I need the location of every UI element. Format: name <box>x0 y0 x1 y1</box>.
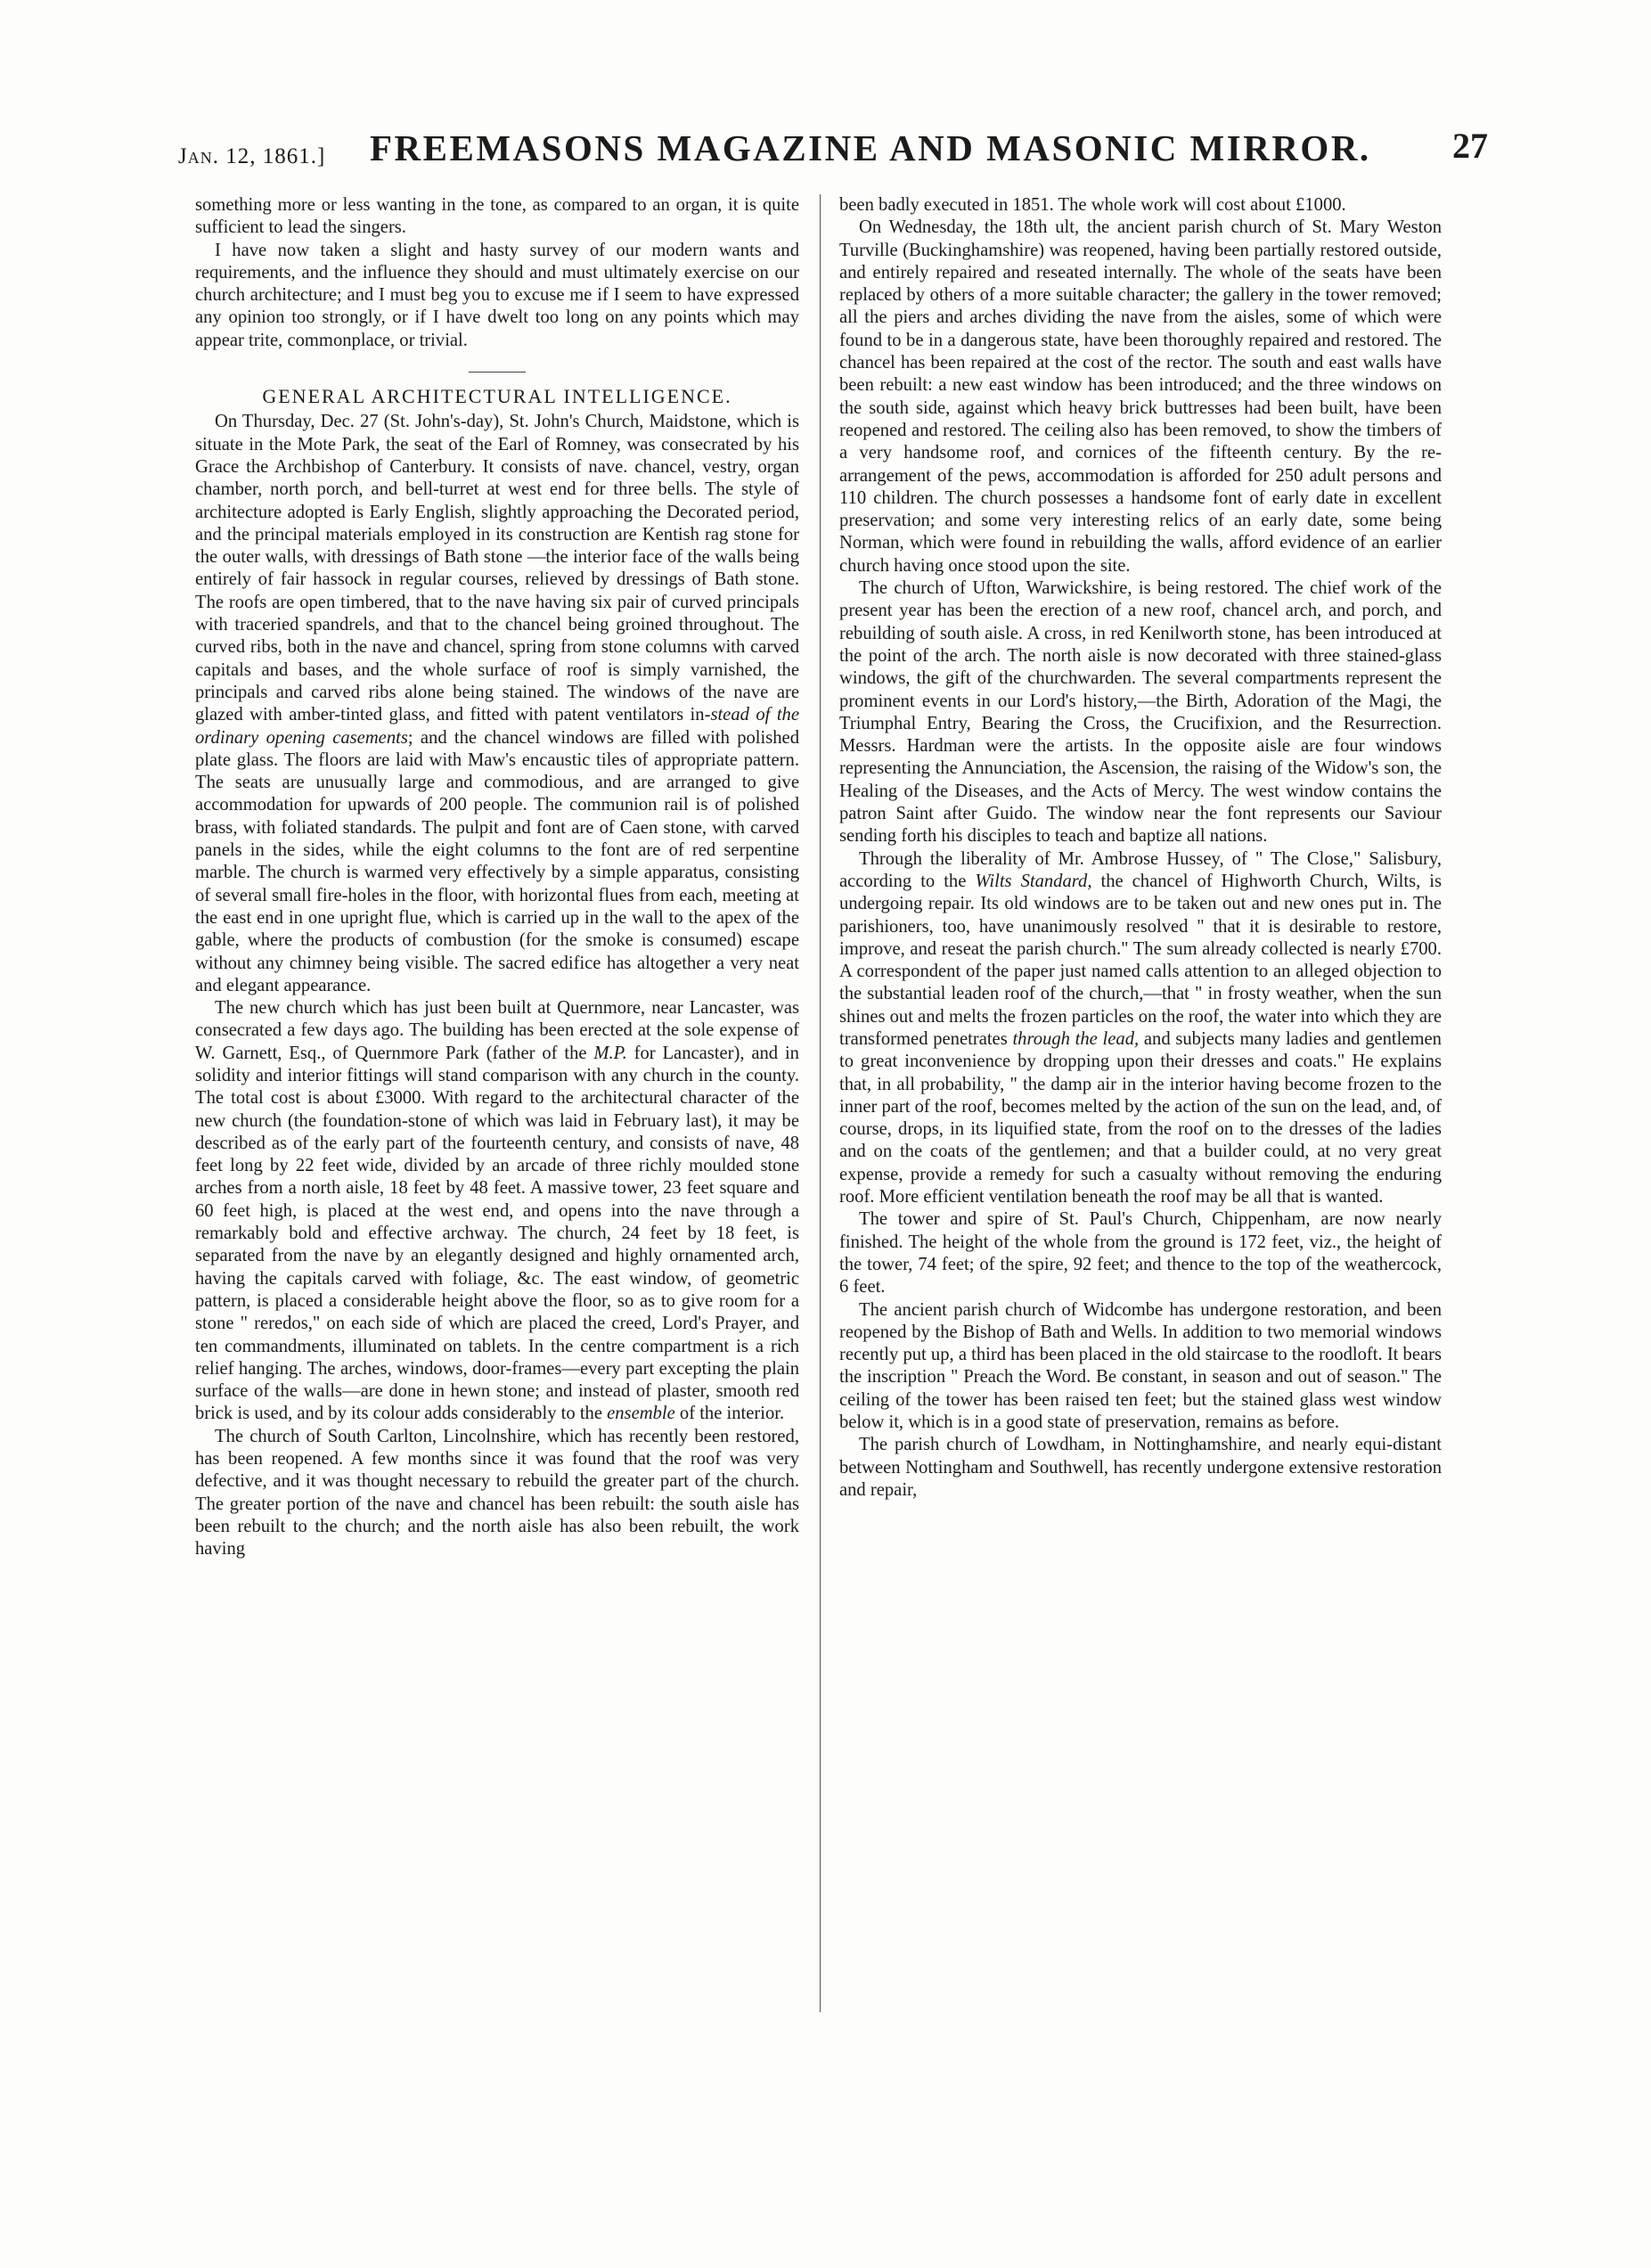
paragraph: I have now taken a slight and hasty survey of our modern wants and requirements, and the influence they should and must ultimately exercise on our church architecture; and I must beg you to excuse me if I seem to have expressed any opinion too strongly, or if I have dwelt too long on any points which may appear trite, commonplace, or trivial. <box>195 240 799 350</box>
right-column <box>839 194 1442 1502</box>
column-divider <box>820 194 821 2012</box>
paragraph: The tower and spire of St. Paul's Church, Chippenham, are now nearly finished. The height of the whole from the ground is 172 feet, viz., the height of the tower, 74 feet; of the spire, 92 feet; and thence to the top of the weathercock, 6 feet. <box>839 1209 1442 1298</box>
paragraph: On Thursday, Dec. 27 (St. John's-day), St. John's Church, Maidstone, which is situate in the Mote Park, the seat of the Earl of Romney, was consecrated by his Grace the Archbishop of Canterbury. It consists of nave. chancel, vestry, organ chamber, north porch, and bell-turret at west end for three bells. The style of architecture adopted is Early English, slightly approaching the Decorated period, and the principal materials employed in its construction are Kentish rag stone for the outer walls, with dressings of Bath stone —the interior face of the walls being entirely of fair hassock in regular courses, relieved by dressings of Bath stone. The roofs are open timbered, that to the nave having six pair of curved principals with traceried spandrels, and that to the chancel being groined throughout. The curved ribs, both in the nave and chancel, spring from stone columns with carved capitals and bases, and the whole surface of roof is simply varnished, the principals and carved ribs alone being stained. The windows of the nave are glazed with amber-tinted glass, and fitted with patent ventilators in-stead of the ordinary opening casements; and the chancel windows are filled with polished plate glass. The floors are laid with Maw's encaustic tiles of appropriate pattern. The seats are unusually large and commodious, and are arranged to give accommodation for upwards of 200 people. The communion rail is of polished brass, with foliated standards. The pulpit and font are of Caen stone, with carved panels in the sides, while the eight columns to the font are of red serpentine marble. The church is warmed very effectively by a simple apparatus, consisting of several small fire-holes in the floor, with horizontal flues from each, meeting at the east end in one upright flue, which is carried up in the wall to the apex of the gable, where the products of combustion (for the smoke is consumed) escape without any chimney being visible. The sacred edifice has altogether a very neat and elegant appearance. <box>195 412 799 995</box>
publication-title: FREEMASONS MAGAZINE AND MASONIC MIRROR. <box>370 127 1371 168</box>
paragraph: Through the liberality of Mr. Ambrose Hussey, of " The Close," Salisbury, according to the Wilts Standard, the chancel of Highworth Church, Wilts, is undergoing repair. Its old windows are to be taken out and new ones put in. The parishioners, too, have unanimously resolved " that it is desirable to restore, improve, and reseat the parish church." The sum already collected is nearly £700. A correspondent of the paper just named calls attention to an alleged objection to the substantial leaden roof of the church,—that " in frosty weather, when the sun shines out and melts the frozen particles on the roof, the water into which they are transformed penetrates through the lead, and subjects many ladies and gentlemen to great inconvenience by dropping upon their dresses and coats." He explains that, in all probability, " the damp air in the interior having become frozen to the inner part of the roof, becomes melted by the action of the sun on the lead, and, of course, drops, in its liquified state, from the roof on to the dresses of the ladies and on the coats of the gentlemen; and that a builder could, at no very great expense, provide a remedy for such a casualty without removing the enduring roof. More efficient ventilation beneath the roof may be all that is wanted. <box>839 848 1443 1208</box>
paragraph: been badly executed in 1851. The whole work will cost about £1000. <box>839 195 1346 215</box>
issue-date: Jan. 12, 1861.] <box>178 144 326 168</box>
paragraph: The ancient parish church of Widcombe has undergone restoration, and been reopened by the Bishop of Bath and Wells. In addition to two memorial windows recently put up, a third has been placed in the old staircase to the roodloft. It bears the inscription " Preach the Word. Be constant, in season and out of season." The ceiling of the tower has been raised ten feet; but the stained glass west window below it, which is in a good state of preservation, remains as before. <box>839 1299 1442 1433</box>
paragraph: On Wednesday, the 18th ult, the ancient parish church of St. Mary Weston Turville (Buckinghamshire) was reopened, having been partially restored outside, and entirely repaired and reseated internally. The whole of the seats have been replaced by others of a more suitable character; the gallery in the tower removed; all the piers and arches dividing the nave from the aisles, some of which were found to be in a dangerous state, have been thoroughly repaired and restored. The chancel has been repaired at the cost of the rector. The south and east walls have been rebuilt: a new east window has been introduced; and the three windows on the south side, against which heavy brick buttresses had been built, have been reopened and restored. The ceiling also has been removed, to show the timbers of a very handsome roof, and cornices of the fifteenth century. By the re-arrangement of the pews, accommodation is afforded for 250 adult persons and 110 children. The church possesses a handsome font of early date in excellent preservation; and some very interesting relics of an early date, some being Norman, which were found in rebuilding the walls, afford evidence of an earlier church having once stood upon the site. <box>839 217 1442 576</box>
paragraph: The parish church of Lowdham, in Nottinghamshire, and nearly equi-distant between Nottingham and Southwell, has recently undergone extensive restoration and repair, <box>839 1435 1442 1500</box>
paragraph: The new church which has just been built at Quernmore, near Lancaster, was consecrated a few days ago. The building has been erected at the sole expense of W. Garnett, Esq., of Quernmore Park (father of the M.P. for Lancaster), and in solidity and interior fittings will stand comparison with any church in the county. The total cost is about £3000. With regard to the architectural character of the new church (the foundation-stone of which was laid in February last), it may be described as of the early part of the fourteenth century, and consists of nave, 48 feet long by 22 feet wide, divided by an arcade of three richly moulded stone arches from a north aisle, 18 feet by 48 feet. A massive tower, 23 feet square and 60 feet high, is placed at the west end, and opens into the nave through a remarkably bold and effective archway. The church, 24 feet by 18 feet, is separated from the nave by an elegantly designed and highly ornamented arch, having the capitals carved with foliage, &c. The east window, of geometric pattern, is placed a considerable height above the floor, so as to give room for a stone " reredos," on each side of which are placed the creed, Lord's Prayer, and ten commandments, illuminated on tablets. In the centre compartment is a rich relief hanging. The arches, windows, door-frames—every part excepting the plain surface of the walls—are done in hewn stone; and instead of plaster, smooth red brick is used, and by its colour adds considerably to the ensemble of the interior. <box>195 998 799 1424</box>
section-heading: GENERAL ARCHITECTURAL INTELLIGENCE. <box>262 385 732 408</box>
paragraph: The church of Ufton, Warwickshire, is being restored. The chief work of the present year has been the erection of a new roof, chancel arch, and porch, and rebuilding of south aisle. A cross, in red Kenilworth stone, has been introduced at the point of the arch. The north aisle is now decorated with three stained-glass windows, the gift of the churchwarden. The several compartments represent the prominent events in our Lord's history,—the Birth, Adoration of the Magi, the Triumphal Entry, Bearing the Cross, the Crucifixion, and the Resurrection. Messrs. Hardman were the artists. In the opposite aisle are four windows representing the Annunciation, the Ascension, the raising of the Widow's son, the Healing of the Diseases, and the Acts of Mercy. The west window contains the patron Saint after Guido. The window near the font represents our Saviour sending forth his disciples to teach and baptize all nations. <box>839 578 1442 847</box>
left-column <box>195 194 799 1561</box>
paragraph: The church of South Carlton, Lincolnshire, which has recently been restored, has been reopened. A few months since it was found that the roof was very defective, and it was thought necessary to rebuild the greater part of the church. The greater portion of the nave and chancel has been rebuilt: the south aisle has been rebuilt to the church; and the north aisle has also been rebuilt, the work having <box>195 1426 799 1560</box>
page-header <box>178 127 1488 169</box>
page-number: 27 <box>1452 126 1488 166</box>
paragraph: something more or less wanting in the tone, as compared to an organ, it is quite sufficient to lead the singers. <box>195 195 799 238</box>
section-divider <box>469 372 526 373</box>
